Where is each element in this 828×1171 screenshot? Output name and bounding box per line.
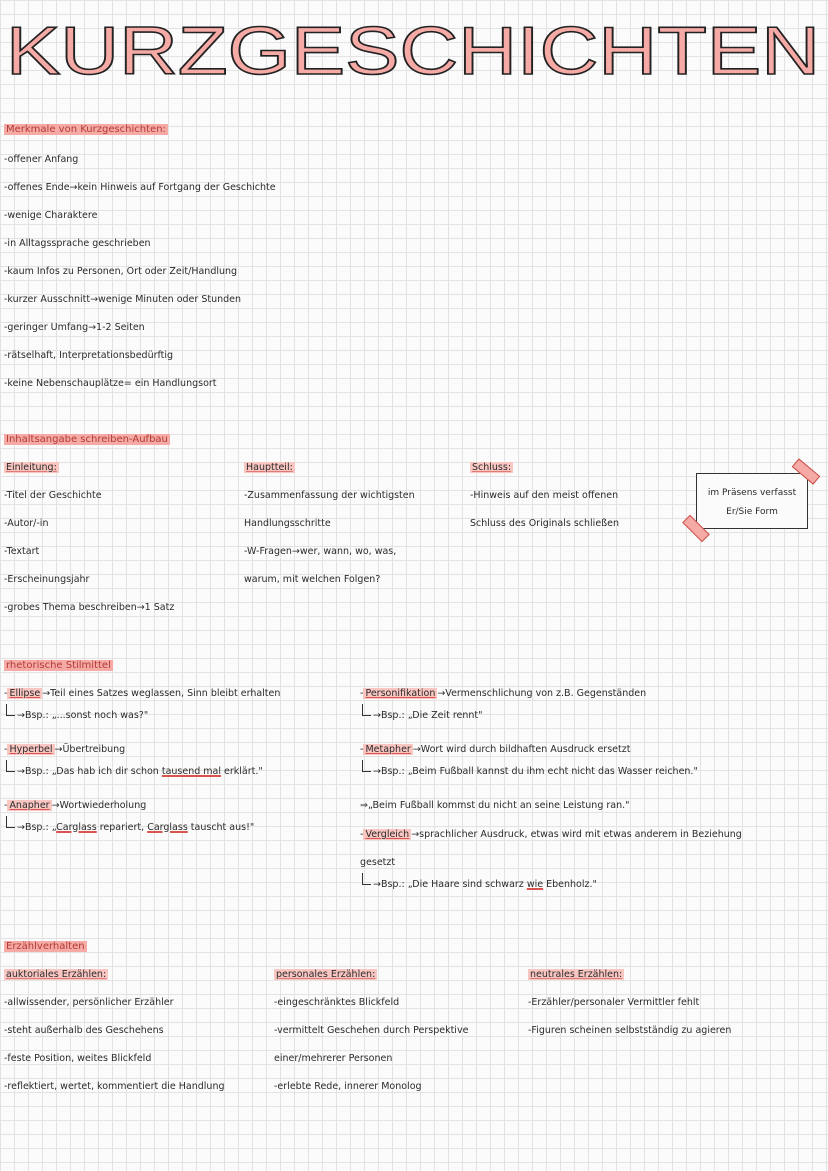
list-item: -erlebte Rede, innerer Monolog (274, 1081, 422, 1092)
list-item: Handlungsschritte (244, 518, 331, 529)
subheading-neutral: neutrales Erzählen: (530, 969, 623, 980)
list-item: -Erzähler/personaler Vermittler fehlt (528, 997, 700, 1008)
list-item: Schluss des Originals schließen (470, 518, 620, 529)
list-item: -Textart (4, 546, 40, 557)
list-item: -Titel der Geschichte (4, 490, 102, 501)
stilmittel-personifikation: - Personifikation →Vermenschlichung von z.B. Gegenständen (360, 688, 647, 699)
list-item: -steht außerhalb des Geschehens (4, 1025, 164, 1036)
stilmittel-vergleich: - Vergleich →sprachlicher Ausdruck, etwas wird mit etwas anderem in Beziehung (360, 829, 742, 840)
sticky-note (696, 473, 808, 529)
list-item: -geringer Umfang→1-2 Seiten (4, 322, 145, 333)
example-anapher: →Bsp.: „Carglass repariert, Carglass tauscht aus!" (6, 816, 254, 828)
note-line: im Präsens verfasst (707, 488, 797, 498)
list-item: -eingeschränktes Blickfeld (274, 997, 400, 1008)
list-item: -Figuren scheinen selbstständig zu agieren (528, 1025, 732, 1036)
list-item: -kaum Infos zu Personen, Ort oder Zeit/Handlung (4, 266, 238, 277)
corner-arrow-icon (6, 760, 15, 772)
corner-arrow-icon (6, 816, 15, 828)
corner-arrow-icon (6, 704, 15, 716)
example-hyperbel: →Bsp.: „Das hab ich dir schon tausend mal erklärt." (6, 760, 263, 772)
subheading-einleitung: Einleitung: (6, 462, 57, 473)
list-item: -offener Anfang (4, 154, 79, 165)
corner-arrow-icon (362, 760, 371, 772)
list-item: -vermittelt Geschehen durch Perspektive (274, 1025, 469, 1036)
section-heading-erzaehlverhalten: Erzählverhalten (6, 941, 85, 952)
list-item: -grobes Thema beschreiben→1 Satz (4, 602, 175, 613)
section-heading-merkmale: Merkmale von Kurzgeschichten: (6, 124, 166, 135)
metapher-result: ⇒„Beim Fußball kommst du nicht an seine Leistung ran." (360, 800, 630, 811)
stilmittel-hyperbel: - Hyperbel →Übertreibung (4, 744, 126, 755)
list-item: -Erscheinungsjahr (4, 574, 90, 585)
list-item: warum, mit welchen Folgen? (244, 574, 381, 585)
list-item: -offenes Ende→kein Hinweis auf Fortgang der Geschichte (4, 182, 276, 193)
list-item: -rätselhaft, Interpretationsbedürftig (4, 350, 174, 361)
subheading-schluss: Schluss: (472, 462, 512, 473)
subheading-auktorial: auktoriales Erzählen: (6, 969, 107, 980)
stilmittel-ellipse: - Ellipse →Teil eines Satzes weglassen, Sinn bleibt erhalten (4, 688, 281, 699)
list-item: -kurzer Ausschnitt→wenige Minuten oder Stunden (4, 294, 242, 305)
title-text: KURZGESCHICHTEN (6, 18, 820, 80)
example-personifikation: →Bsp.: „Die Zeit rennt" (362, 704, 483, 716)
list-item: -wenige Charaktere (4, 210, 98, 221)
stilmittel-anapher: - Anapher →Wortwiederholung (4, 800, 147, 811)
section-heading-stilmittel: rhetorische Stilmittel (6, 660, 111, 671)
vergleich-continuation: gesetzt (360, 857, 396, 868)
list-item: -reflektiert, wertet, kommentiert die Handlung (4, 1081, 225, 1092)
stilmittel-metapher: - Metapher →Wort wird durch bildhaften Ausdruck ersetzt (360, 744, 631, 755)
list-item: -keine Nebenschauplätze= ein Handlungsort (4, 378, 217, 389)
section-heading-inhaltsangabe: Inhaltsangabe schreiben-Aufbau (6, 434, 168, 445)
list-item: -Autor/-in (4, 518, 49, 529)
page-title (6, 18, 822, 80)
corner-arrow-icon (362, 704, 371, 716)
list-item: -Zusammenfassung der wichtigsten (244, 490, 415, 501)
subheading-hauptteil: Hauptteil: (246, 462, 293, 473)
list-item: einer/mehrerer Personen (274, 1053, 393, 1064)
list-item: -in Alltagssprache geschrieben (4, 238, 151, 249)
example-ellipse: →Bsp.: „...sonst noch was?" (6, 704, 148, 716)
subheading-personal: personales Erzählen: (276, 969, 376, 980)
example-vergleich: →Bsp.: „Die Haare sind schwarz wie Ebenholz." (362, 873, 597, 885)
list-item: -W-Fragen→wer, wann, wo, was, (244, 546, 397, 557)
list-item: -allwissender, persönlicher Erzähler (4, 997, 174, 1008)
corner-arrow-icon (362, 873, 371, 885)
example-metapher: →Bsp.: „Beim Fußball kannst du ihm echt nicht das Wasser reichen." (362, 760, 698, 772)
list-item: -feste Position, weites Blickfeld (4, 1053, 152, 1064)
note-line: Er/Sie Form (726, 507, 778, 517)
list-item: -Hinweis auf den meist offenen (470, 490, 619, 501)
